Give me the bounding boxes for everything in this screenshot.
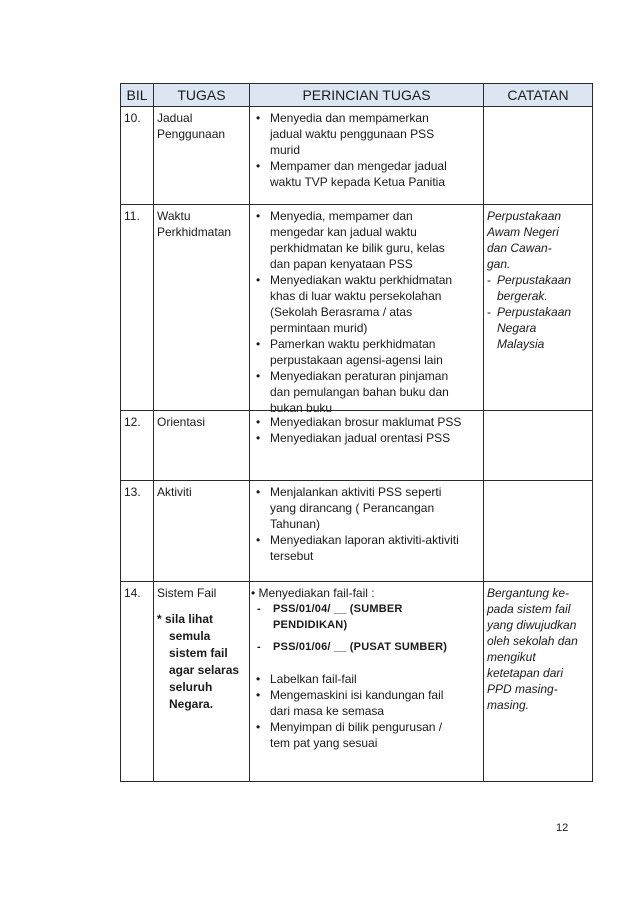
task-name [154, 205, 250, 411]
task-notes [484, 411, 593, 481]
row-number: 12. [121, 411, 154, 481]
task-name-line: Orientasi [157, 415, 206, 429]
task-notes [484, 481, 593, 582]
task-name-line: Perkhidmatan [157, 225, 232, 239]
task-table [120, 83, 593, 782]
list-item: • Menjalankan aktiviti PSS seperti yang dirancang ( Perancangan Tahunan) [256, 485, 442, 531]
task-name-line: Jadual [157, 111, 193, 125]
row-number: 14. [121, 582, 154, 782]
table-header-row [121, 84, 593, 107]
table-row [121, 582, 593, 782]
page-number: 12 [556, 822, 569, 834]
list-item: • Menyediakan laporan aktiviti-aktiviti tersebut [256, 533, 459, 563]
task-details [250, 411, 484, 481]
header-perincian: PERINCIAN TUGAS [250, 84, 484, 107]
table-row [121, 411, 593, 481]
task-name-line: Sistem Fail [157, 586, 217, 600]
task-details [250, 582, 484, 782]
task-name [154, 582, 250, 782]
row-number: 10. [121, 107, 154, 205]
task-name-line: Aktiviti [157, 485, 192, 499]
list-item: • Menyediakan jadual orentasi PSS [256, 431, 451, 445]
task-notes: Bergantung ke- pada sistem fail yang diwujudkan oleh sekolah dan mengikut ketetapan dari PPD masing- masing. [484, 582, 593, 782]
task-details [250, 481, 484, 582]
task-details [250, 107, 484, 205]
task-name-line: Waktu [157, 209, 191, 223]
list-item: • Pamerkan waktu perkhidmatan perpustakaan agensi-agensi lain [256, 337, 443, 367]
list-item: • Menyediakan waktu perkhidmatan khas di luar waktu persekolahan (Sekolah Berasrama / atas permintaan murid) [256, 273, 453, 335]
task-notes: Perpustakaan Awam Negeri dan Cawan- gan. - Perpustakaan bergerak. - Perpustakaan Negara Malaysia [484, 205, 593, 411]
task-remark: * sila lihat semula sistem fail agar selaras seluruh Negara. [157, 612, 240, 711]
file-code: - PSS/01/06/ __ (PUSAT SUMBER) [257, 641, 448, 653]
table-row [121, 481, 593, 582]
list-intro: • Menyediakan fail-fail : [251, 586, 375, 600]
row-number: 11. [121, 205, 154, 411]
list-item: • Menyediakan brosur maklumat PSS [256, 415, 462, 429]
list-item: • Menyediakan peraturan pinjaman dan pemulangan bahan buku dan bukan buku [256, 369, 449, 415]
note-item: - Perpustakaan bergerak. [487, 273, 572, 303]
list-item: • Menyedia dan mempamerkan jadual waktu penggunaan PSS murid [256, 111, 435, 157]
list-item: • Mempamer dan mengedar jadual waktu TVP kepada Ketua Panitia [256, 159, 447, 189]
list-item: • Menyimpan di bilik pengurusan / tem pat yang sesuai [256, 720, 443, 750]
list-item: • Menyedia, mempamer dan mengedar kan jadual waktu perkhidmatan ke bilik guru, kelas dan papan kenyataan PSS [256, 209, 445, 271]
table-row [121, 205, 593, 411]
list-item: • Labelkan fail-fail [256, 672, 357, 686]
task-name [154, 107, 250, 205]
table-row [121, 107, 593, 205]
note-item: - Perpustakaan Negara Malaysia [487, 305, 572, 351]
task-name-line: Penggunaan [157, 127, 226, 141]
task-details [250, 205, 484, 415]
task-name [154, 481, 250, 582]
task-name [154, 411, 250, 481]
header-catatan: CATATAN [484, 84, 593, 107]
header-tugas: TUGAS [154, 84, 250, 107]
file-code: - PSS/01/04/ __ (SUMBER PENDIDIKAN) [257, 603, 403, 631]
row-number: 13. [121, 481, 154, 582]
task-notes [484, 107, 593, 205]
header-bil: BIL [121, 84, 154, 107]
list-item: • Mengemaskini isi kandungan fail dari masa ke semasa [256, 688, 444, 718]
